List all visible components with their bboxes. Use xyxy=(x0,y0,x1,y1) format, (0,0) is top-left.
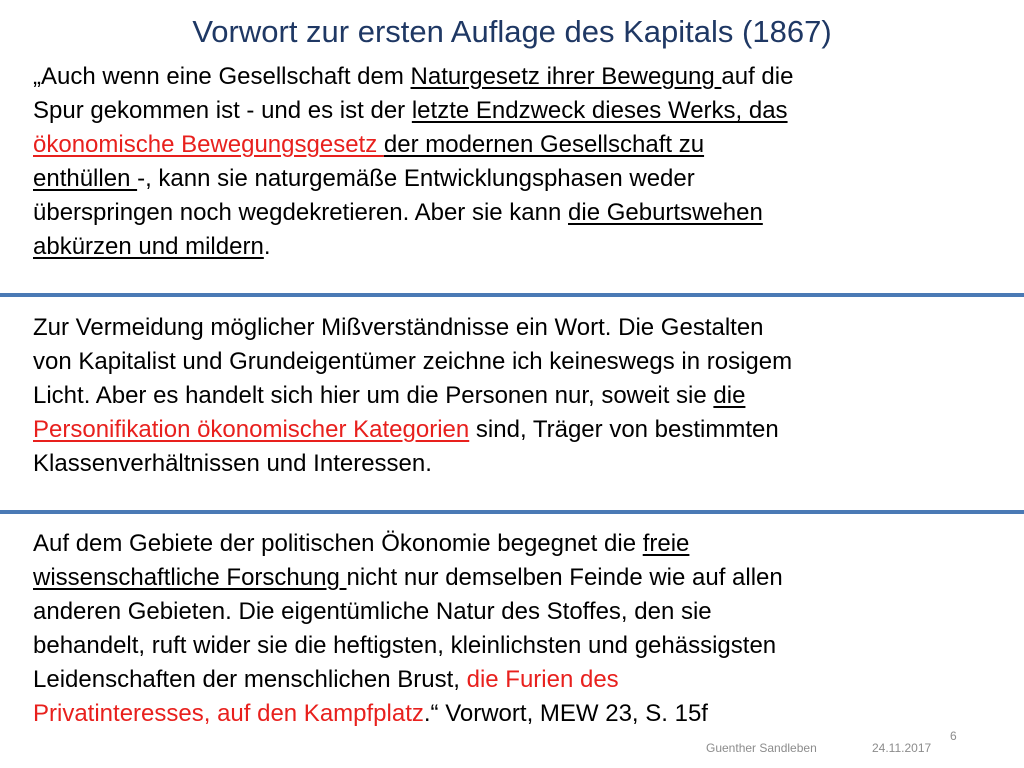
slide-title: Vorwort zur ersten Auflage des Kapitals (1867) xyxy=(192,14,832,49)
underlined-text: die xyxy=(713,382,746,409)
text-segment: auf die xyxy=(721,63,794,90)
text-line xyxy=(33,230,993,264)
text-segment: Licht. Aber es handelt sich hier um die Personen nur, soweit sie xyxy=(33,382,714,409)
section-divider xyxy=(0,293,1024,297)
text-segment: -, kann sie naturgemäße Entwicklungsphasen weder xyxy=(137,165,695,192)
text-line xyxy=(33,527,993,561)
text-segment: . xyxy=(263,233,271,260)
text-line xyxy=(33,162,993,196)
text-line: Zur Vermeidung möglicher Mißverständnisse ein Wort. Die Gestalten xyxy=(33,314,764,341)
text-segment: „Auch wenn eine Gesellschaft dem xyxy=(33,63,411,90)
text-line xyxy=(33,379,993,413)
quote-paragraph-2 xyxy=(33,311,993,481)
text-line xyxy=(33,196,993,230)
text-line xyxy=(33,561,993,595)
text-segment: .“ Vorwort, MEW 23, S. 15f xyxy=(423,700,708,727)
text-segment: Leidenschaften der menschlichen Brust, xyxy=(33,666,467,693)
text-line xyxy=(33,60,993,94)
underlined-text: die Geburtswehen xyxy=(568,199,763,226)
text-line xyxy=(33,413,993,447)
text-line: anderen Gebieten. Die eigentümliche Natur des Stoffes, den sie xyxy=(33,598,712,625)
highlighted-text: die Furien des xyxy=(466,666,619,693)
text-line xyxy=(33,128,993,162)
quote-paragraph-1 xyxy=(33,60,993,264)
text-segment: sind, Träger von bestimmten xyxy=(469,416,779,443)
quote-paragraph-3 xyxy=(33,527,993,731)
highlighted-text: ökonomische Bewegungsgesetz xyxy=(33,131,384,158)
underlined-text: enthüllen xyxy=(33,165,138,192)
text-segment: Auf dem Gebiete der politischen Ökonomie begegnet die xyxy=(33,530,643,557)
underlined-text: wissenschaftliche Forschung xyxy=(33,564,347,591)
underlined-text: letzte Endzweck dieses Werks, das xyxy=(411,97,788,124)
text-segment: überspringen noch wegdekretieren. Aber sie kann xyxy=(33,199,569,226)
highlighted-text: Privatinteresses, auf den Kampfplatz xyxy=(33,700,424,727)
underlined-text: Naturgesetz ihrer Bewegung xyxy=(410,63,722,90)
underlined-text: freie xyxy=(642,530,690,557)
text-segment: nicht nur demselben Feinde wie auf allen xyxy=(346,564,783,591)
footer-author: Guenther Sandleben xyxy=(706,741,817,755)
text-segment: Spur gekommen ist - und es ist der xyxy=(33,97,412,124)
highlighted-text: Personifikation ökonomischer Kategorien xyxy=(33,416,470,443)
text-line xyxy=(33,663,993,697)
underlined-text: abkürzen und mildern xyxy=(33,233,264,260)
underlined-text: der modernen Gesellschaft zu xyxy=(383,131,705,158)
text-line: Klassenverhältnissen und Interessen. xyxy=(33,450,432,477)
text-line xyxy=(33,94,993,128)
section-divider xyxy=(0,510,1024,514)
text-line xyxy=(33,697,993,731)
page-number: 6 xyxy=(950,729,957,743)
text-line: behandelt, ruft wider sie die heftigsten, kleinlichsten und gehässigsten xyxy=(33,632,777,659)
footer-date: 24.11.2017 xyxy=(872,741,932,755)
text-line: von Kapitalist und Grundeigentümer zeichne ich keineswegs in rosigem xyxy=(33,348,793,375)
